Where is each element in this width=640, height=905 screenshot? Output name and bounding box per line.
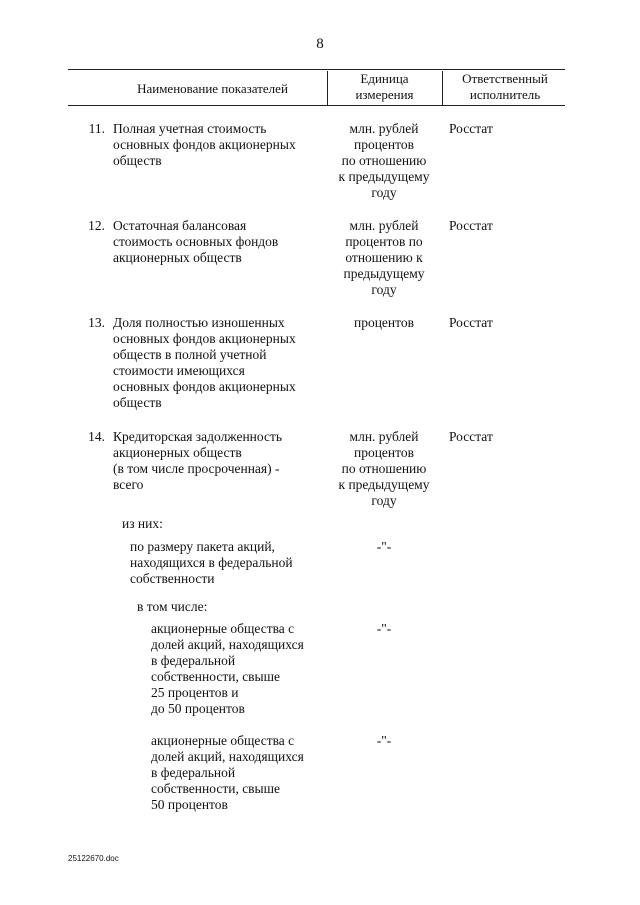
row-13-number: 13. bbox=[88, 315, 105, 330]
row-13-name bbox=[113, 315, 328, 411]
row-11-name-line: Полная учетная стоимость bbox=[113, 121, 267, 136]
row-11-number: 11. bbox=[88, 121, 105, 136]
row-12-name-line: стоимость основных фондов bbox=[113, 234, 279, 249]
row-12-name-line: акционерных обществ bbox=[113, 250, 242, 265]
sub-item-line: 25 процентов и bbox=[151, 685, 239, 700]
column-header-unit bbox=[328, 71, 441, 103]
column-header-name: Наименование показателей bbox=[137, 81, 288, 96]
row-12-unit-line: году bbox=[371, 282, 397, 297]
row-12-unit-line: процентов по bbox=[345, 234, 423, 249]
header-bottom-rule bbox=[68, 105, 565, 106]
header-top-rule bbox=[68, 69, 565, 70]
sub-item-line: в федеральной bbox=[151, 653, 236, 668]
row-12-unit-line: отношению к bbox=[345, 250, 423, 265]
row-13-unit-line: процентов bbox=[353, 315, 414, 330]
sub-item-over-50-percent bbox=[151, 733, 331, 813]
row-14-unit-line: к предыдущему bbox=[338, 477, 430, 492]
row-12-unit bbox=[329, 218, 439, 298]
sub-item-line: акционерные общества с bbox=[151, 621, 295, 636]
sub-item-line: находящихся в федеральной bbox=[130, 555, 293, 570]
sub-item-federal-share bbox=[130, 539, 330, 587]
row-14-number: 14. bbox=[88, 429, 105, 444]
row-13-unit bbox=[329, 315, 439, 331]
row-11-name-line: обществ bbox=[113, 153, 162, 168]
row-11-unit-line: году bbox=[371, 185, 397, 200]
row-14-unit-line: процентов bbox=[353, 445, 414, 460]
sub-item-line: до 50 процентов bbox=[151, 701, 245, 716]
row-12-name-line: Остаточная балансовая bbox=[113, 218, 247, 233]
sub-item-25-50-percent bbox=[151, 621, 331, 717]
row-11-unit-line: к предыдущему bbox=[338, 169, 430, 184]
column-header-unit-line1: Единица bbox=[360, 71, 409, 86]
row-14-name-line: (в том числе просроченная) - bbox=[113, 461, 280, 476]
sub-item-line: собственности, свыше bbox=[151, 781, 281, 796]
sub-item-25-50-percent-unit: -"- bbox=[376, 621, 392, 636]
row-13-name-line: обществ bbox=[113, 395, 162, 410]
row-11-name bbox=[113, 121, 328, 169]
row-14-name bbox=[113, 429, 328, 493]
row-12-executor: Росстат bbox=[449, 218, 493, 233]
row-14-name-line: акционерных обществ bbox=[113, 445, 242, 460]
sub-item-line: долей акций, находящихся bbox=[151, 749, 304, 764]
row-14-name-line: Кредиторская задолженность bbox=[113, 429, 283, 444]
row-11-name-line: основных фондов акционерных bbox=[113, 137, 296, 152]
row-13-name-line: обществ в полной учетной bbox=[113, 347, 267, 362]
sub-item-line: 50 процентов bbox=[151, 797, 228, 812]
page-number: 8 bbox=[316, 36, 324, 52]
column-header-executor bbox=[443, 71, 567, 103]
row-14-unit-line: по отношению bbox=[341, 461, 427, 476]
including-label: в том числе: bbox=[137, 599, 208, 614]
row-14-unit-line: млн. рублей bbox=[349, 429, 419, 444]
sub-item-line: собственности, свыше bbox=[151, 669, 281, 684]
document-filename: 25122670.doc bbox=[68, 854, 119, 863]
sub-item-line: долей акций, находящихся bbox=[151, 637, 304, 652]
sub-item-line: по размеру пакета акций, bbox=[130, 539, 275, 554]
row-11-unit-line: по отношению bbox=[341, 153, 427, 168]
row-11-unit bbox=[329, 121, 439, 201]
row-13-name-line: стоимости имеющихся bbox=[113, 363, 245, 378]
row-14-unit bbox=[329, 429, 439, 509]
row-12-name bbox=[113, 218, 328, 266]
row-12-unit-line: млн. рублей bbox=[349, 218, 419, 233]
row-11-executor: Росстат bbox=[449, 121, 493, 136]
column-header-executor-line2: исполнитель bbox=[469, 87, 541, 102]
sub-item-line: в федеральной bbox=[151, 765, 236, 780]
row-11-unit-line: процентов bbox=[353, 137, 414, 152]
row-12-number: 12. bbox=[88, 218, 105, 233]
column-header-unit-line2: измерения bbox=[355, 87, 414, 102]
row-14-unit-line: году bbox=[371, 493, 397, 508]
sub-item-federal-share-unit: -"- bbox=[376, 539, 392, 554]
row-13-name-line: основных фондов акционерных bbox=[113, 331, 296, 346]
row-14-executor: Росстат bbox=[449, 429, 493, 444]
row-12-unit-line: предыдущему bbox=[343, 266, 425, 281]
sub-item-over-50-percent-unit: -"- bbox=[376, 733, 392, 748]
row-14-name-line: всего bbox=[113, 477, 144, 492]
column-header-executor-line1: Ответственный bbox=[462, 71, 548, 86]
sub-item-line: акционерные общества с bbox=[151, 733, 295, 748]
row-11-unit-line: млн. рублей bbox=[349, 121, 419, 136]
row-13-executor: Росстат bbox=[449, 315, 493, 330]
row-13-name-line: Доля полностью изношенных bbox=[113, 315, 285, 330]
row-13-name-line: основных фондов акционерных bbox=[113, 379, 296, 394]
of-them-label: из них: bbox=[122, 516, 163, 531]
sub-item-line: собственности bbox=[130, 571, 215, 586]
